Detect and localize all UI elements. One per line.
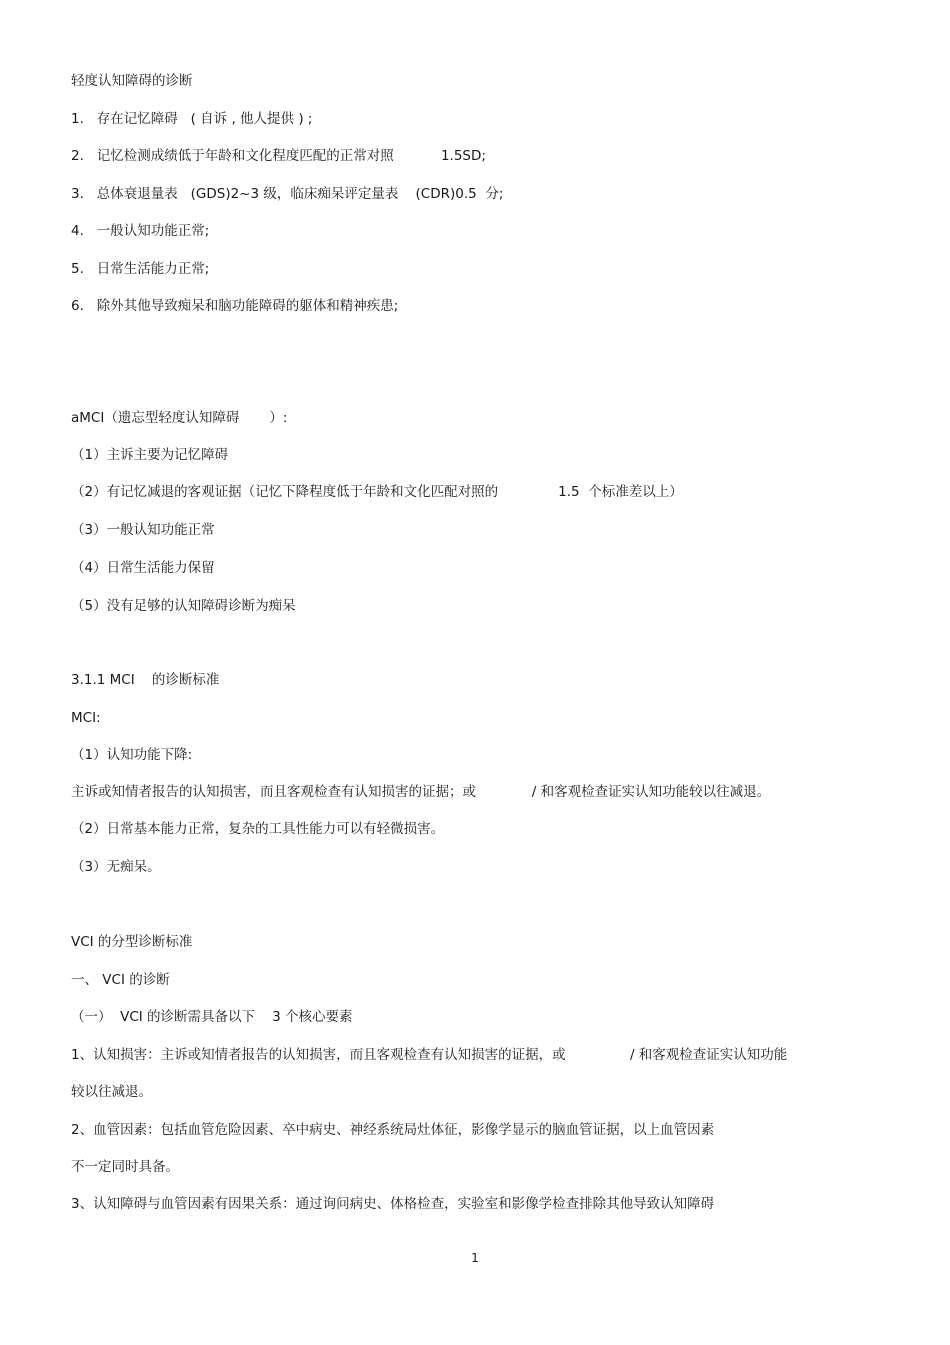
list-item: 3. 总体衰退量表 (GDS)2~3 级，临床痴呆评定量表 (CDR)0.5 分;	[71, 186, 504, 202]
list-item: 1. 存在记忆障碍 ( 自诉 , 他人提供 ) ;	[71, 111, 313, 127]
list-item: （4）日常生活能力保留	[71, 560, 215, 576]
paragraph: 不一定同时具备。	[71, 1159, 179, 1175]
list-item: （2）有记忆减退的客观证据（记忆下降程度低于年龄和文化匹配对照的 1.5 个标准差以上）	[71, 484, 683, 500]
list-item: （1）认知功能下降:	[71, 747, 193, 763]
subheading-vci-core-elements: （一） VCI 的诊断需具备以下 3 个核心要素	[71, 1009, 353, 1025]
subheading-mci: MCI:	[71, 710, 101, 726]
section-heading-mci-criteria: 3.1.1 MCI 的诊断标准	[71, 672, 220, 688]
list-item: 2. 记忆检测成绩低于年龄和文化程度匹配的正常对照 1.5SD;	[71, 148, 486, 164]
list-item: （1）主诉主要为记忆障碍	[71, 447, 229, 463]
list-item: （2）日常基本能力正常，复杂的工具性能力可以有轻微损害。	[71, 821, 445, 837]
paragraph: 3、认知障碍与血管因素有因果关系：通过询问病史、体格检查，实验室和影像学检查排除其他导致认知障碍	[71, 1196, 715, 1212]
section-heading-mci-diagnosis: 轻度认知障碍的诊断	[71, 73, 193, 89]
section-heading-amci: aMCI（遗忘型轻度认知障碍 ）:	[71, 410, 288, 426]
list-item: （3）无痴呆。	[71, 859, 161, 875]
section-heading-vci: VCI 的分型诊断标准	[71, 934, 193, 950]
list-item: 6. 除外其他导致痴呆和脑功能障碍的躯体和精神疾患;	[71, 298, 399, 314]
paragraph: 主诉或知情者报告的认知损害，而且客观检查有认知损害的证据；或 / 和客观检查证实认知功能较以往减退。	[71, 784, 771, 800]
page-number: 1	[471, 1251, 479, 1265]
paragraph: 1、认知损害：主诉或知情者报告的认知损害，而且客观检查有认知损害的证据，或 / 和客观检查证实认知功能	[71, 1047, 788, 1063]
list-item: （3）一般认知功能正常	[71, 522, 215, 538]
subheading-vci-diagnosis: 一、 VCI 的诊断	[71, 972, 170, 988]
paragraph: 较以往减退。	[71, 1084, 152, 1100]
paragraph: 2、血管因素：包括血管危险因素、卒中病史、神经系统局灶体征，影像学显示的脑血管证据，以上血管因素	[71, 1122, 715, 1138]
list-item: 5. 日常生活能力正常;	[71, 261, 210, 277]
list-item: 4. 一般认知功能正常;	[71, 223, 210, 239]
list-item: （5）没有足够的认知障碍诊断为痴呆	[71, 598, 296, 614]
